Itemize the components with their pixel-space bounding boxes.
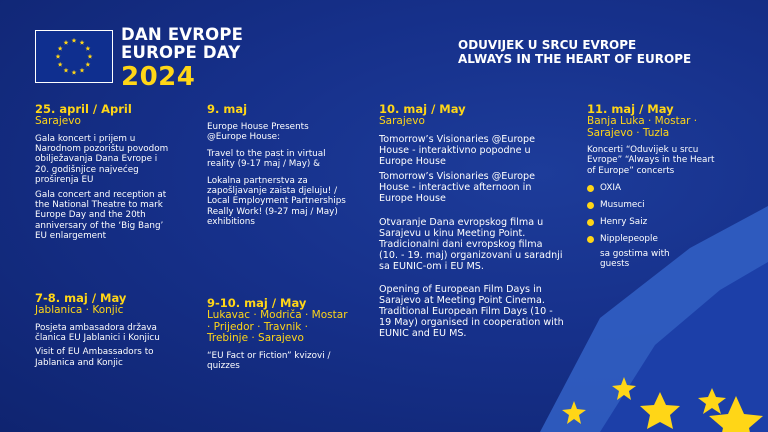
performer-name: OXIA	[600, 183, 621, 194]
performer-item	[587, 217, 722, 227]
performer-item	[587, 183, 722, 193]
event-text: Koncerti “Oduvijek u srcu Evrope” “Always in the Heart of Europe” concerts	[587, 145, 715, 176]
event-text-1: Europe House Presents @Europe House:	[207, 122, 309, 143]
performer-name: Musumeci	[600, 200, 645, 211]
event-date: 10. maj / May	[379, 102, 466, 116]
flag-star-icon	[85, 62, 90, 67]
event-place: Jablanica · Konjic	[35, 304, 124, 316]
event-text-3: Lokalna partnerstva za zapošljavanje zaista djeluju! / Local Employment Partnerships Really Work! (9-27 maj / May) exhibitions	[207, 175, 346, 228]
slogan	[458, 38, 691, 66]
flag-star-icon	[58, 62, 63, 67]
bullet-icon	[587, 219, 594, 226]
event-may9-10	[207, 297, 350, 371]
flag-star-icon	[72, 70, 77, 75]
event-text-4: Opening of European Film Days in Sarajevo at Meeting Point Cinema. Traditional European Film Days (10 - 19 May) organised in cooperation with EUNIC and EU MS.	[379, 283, 564, 339]
event-places: Banja Luka · Mostar · Sarajevo · Tuzla	[587, 115, 698, 139]
title-line-2: EUROPE DAY	[121, 42, 241, 62]
event-place: Sarajevo	[35, 115, 81, 127]
event-date: 9. maj	[207, 102, 248, 116]
flag-star-icon	[85, 46, 90, 51]
event-place: Sarajevo	[379, 115, 425, 127]
slogan-line-2: ALWAYS IN THE HEART OF EUROPE	[458, 52, 692, 66]
event-date: 7-8. maj / May	[35, 291, 127, 305]
title-line-1: DAN EVROPE	[121, 25, 244, 44]
performer-name: Nipplepeople	[600, 234, 658, 245]
brand-block	[121, 27, 243, 90]
eu-flag-icon	[35, 30, 113, 83]
performer-name: Henry Saiz	[600, 217, 648, 228]
slogan-line-1: ODUVIJEK U SRCU EVROPE	[458, 38, 637, 52]
bullet-icon	[587, 185, 594, 192]
event-date: 11. maj / May	[587, 102, 674, 116]
event-text: “EU Fact or Fiction” kvizovi / quizzes	[207, 350, 331, 371]
year: 2024	[121, 62, 196, 92]
event-date: 9-10. maj / May	[207, 296, 307, 310]
event-apr25	[35, 103, 170, 242]
event-text-3: Otvaranje Dana evropskog filma u Sarajevu u kinu Meeting Point. Tradicionalni dani evropskog filma (10. - 19. maj) organizovani u saradnji sa EUNIC-om i EU MS.	[379, 216, 563, 272]
event-may7-8	[35, 292, 170, 368]
flag-star-icon	[56, 54, 61, 59]
bullet-icon	[587, 236, 594, 243]
flag-star-icon	[88, 54, 93, 59]
event-text-1: Tomorrow’s Visionaries @Europe House - interaktivno popodne u Europe House	[379, 133, 536, 167]
flag-star-icon	[80, 68, 85, 73]
guests-item	[587, 249, 722, 269]
event-date: 25. april / April	[35, 102, 132, 116]
flag-star-icon	[64, 40, 69, 45]
event-may11	[587, 103, 722, 269]
bullet-icon	[587, 202, 594, 209]
guests-text: sa gostima with guests	[600, 249, 670, 270]
event-text-2: Tomorrow’s Visionaries @Europe House - interactive afternoon in Europe House	[379, 170, 536, 204]
event-text-2: Travel to the past in virtual reality (9-17 maj / May) &	[207, 148, 326, 170]
event-text-bs: Posjeta ambasadora država članica EU Jablanici i Konjicu	[35, 322, 160, 343]
event-may10	[379, 103, 564, 339]
event-text-en: Visit of EU Ambassadors to Jablanica and Konjic	[35, 347, 154, 368]
flag-star-icon	[64, 68, 69, 73]
event-text-en: Gala concert and reception at the National Theatre to mark Europe Day and the 20th anniversary of the ‘Big Bang’ EU enlargement	[35, 189, 167, 242]
performer-item	[587, 234, 722, 244]
event-text-bs: Gala koncert i prijem u Narodnom pozorištu povodom obilježavanja Dana Evrope i 20. godišnjice najvećeg proširenja EU	[35, 133, 169, 186]
event-may9	[207, 103, 350, 228]
performer-item	[587, 200, 722, 210]
flag-star-icon	[80, 40, 85, 45]
flag-star-icon	[58, 46, 63, 51]
event-places: Lukavac · Modriča · Mostar · Prijedor · Travnik · Trebinje · Sarajevo	[207, 309, 348, 344]
flag-star-icon	[72, 38, 77, 43]
